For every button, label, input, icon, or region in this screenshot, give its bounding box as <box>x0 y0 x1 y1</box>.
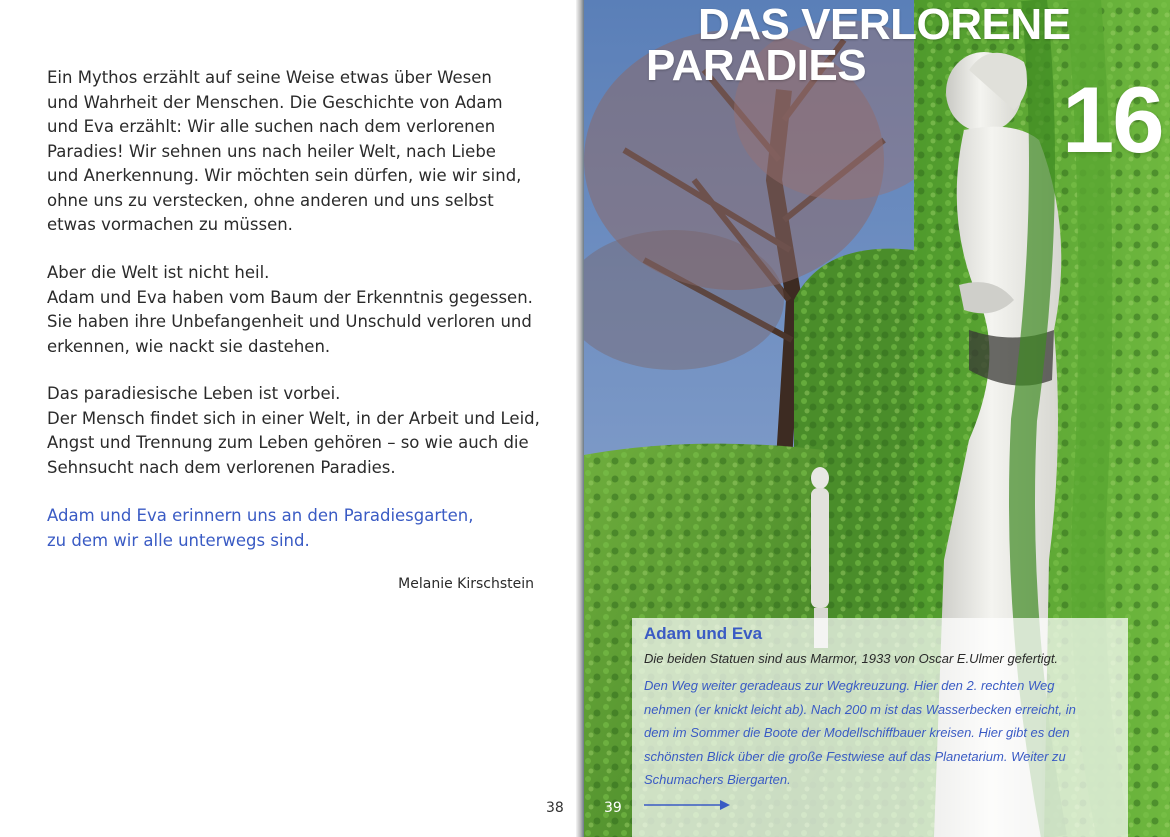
text-line: Das paradiesische Leben ist vorbei. <box>47 384 341 403</box>
right-page <box>584 0 1170 837</box>
directions-line: dem im Sommer die Boote der Modellschiffbauer kreisen. Hier gibt es den <box>644 725 1070 741</box>
text-line: Angst und Trennung zum Leben gehören – so wie auch die <box>47 433 529 452</box>
text-line: Paradies! Wir sehnen uns nach heiler Welt, nach Liebe <box>47 141 496 161</box>
chapter-number: 16 <box>1062 67 1163 172</box>
text-line: Ein Mythos erzählt auf seine Weise etwas über Wesen <box>47 68 492 87</box>
right-arrow-icon <box>644 798 734 812</box>
text-line: erkennen, wie nackt sie dastehen. <box>47 336 331 356</box>
text-line: etwas vormachen zu müssen. <box>47 215 293 234</box>
text-line: Sehnsucht nach dem verlorenen Paradies. <box>47 457 396 477</box>
directions-line: nehmen (er knickt leicht ab). Nach 200 m ist das Wasserbecken erreicht, in <box>644 701 1076 717</box>
text-line: und Anerkennung. Wir möchten sein dürfen, wie wir sind, <box>47 166 522 185</box>
directions-line: Schumachers Biergarten. <box>644 772 791 788</box>
text-line: und Wahrheit der Menschen. Die Geschichte von Adam <box>47 92 503 112</box>
text-line: Adam und Eva erinnern uns an den Paradiesgarten, <box>47 506 474 525</box>
info-box-title: Adam und Eva <box>644 624 763 643</box>
book-spine <box>576 0 584 837</box>
paragraph-closing-highlight <box>47 504 547 553</box>
text-line: und Eva erzählt: Wir alle suchen nach dem verlorenen <box>47 117 496 136</box>
text-line: Aber die Welt ist nicht heil. <box>47 263 270 282</box>
info-box <box>632 618 1128 837</box>
page-number-right: 39 <box>604 800 622 816</box>
chapter-title <box>646 0 1071 90</box>
page-number-left: 38 <box>546 800 564 816</box>
directions-text <box>644 674 1124 792</box>
left-page <box>0 0 580 837</box>
directions-line: Den Weg weiter geradeaus zur Wegkreuzung. Hier den 2. rechten Weg <box>644 678 1055 693</box>
paragraph-world <box>47 382 547 480</box>
directions-line: schönsten Blick über die große Festwiese auf das Planetarium. Weiter zu <box>644 748 1066 764</box>
author-name: Melanie Kirschstein <box>398 576 534 592</box>
text-line: Sie haben ihre Unbefangenheit und Unschuld verloren und <box>47 312 532 331</box>
text-line: ohne uns zu verstecken, ohne anderen und uns selbst <box>47 190 494 210</box>
text-line: Der Mensch findet sich in einer Welt, in der Arbeit und Leid, <box>47 408 540 428</box>
chapter-title-line-1: DAS VERLORENE <box>698 0 1071 49</box>
paragraph-intro <box>47 66 547 238</box>
text-line: zu dem wir alle unterwegs sind. <box>47 530 310 550</box>
chapter-title-line-2: PARADIES <box>646 41 867 90</box>
info-box-caption: Die beiden Statuen sind aus Marmor, 1933 von Oscar E.Ulmer gefertigt. <box>644 651 1059 666</box>
text-line: Adam und Eva haben vom Baum der Erkenntnis gegessen. <box>47 287 533 307</box>
paragraph-fall <box>47 261 547 359</box>
